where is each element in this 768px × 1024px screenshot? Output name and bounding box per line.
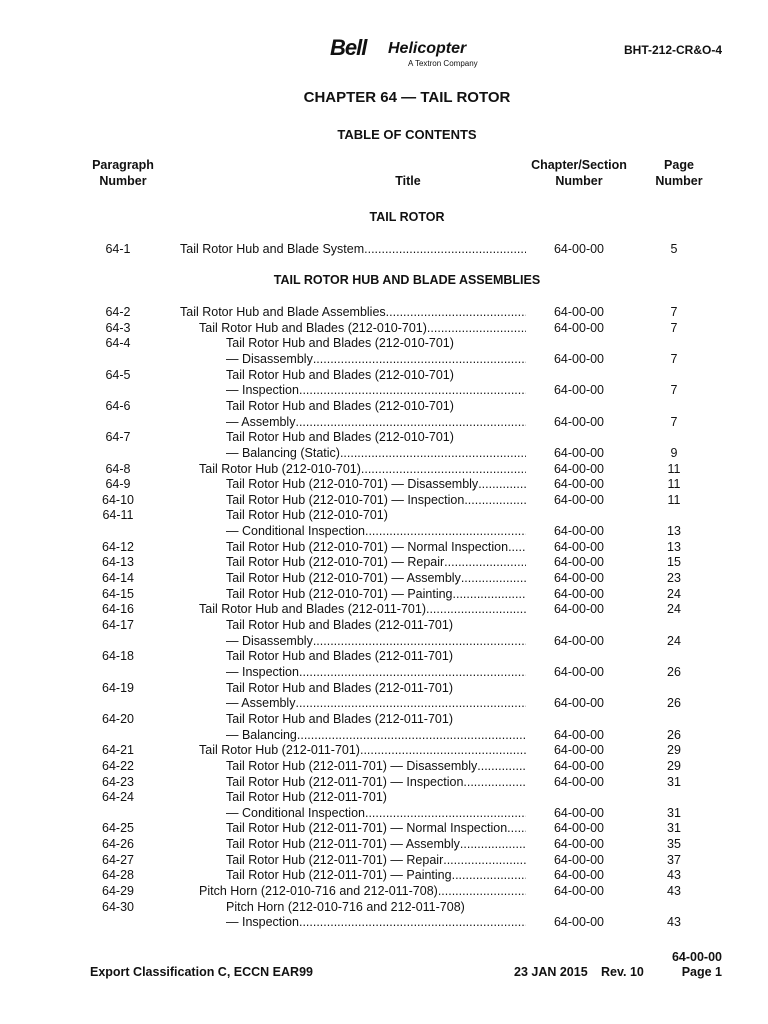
- toc-entry-title-text: Tail Rotor Hub (212-011-701) — Disassembly: [226, 758, 478, 773]
- toc-entry-title-text: Tail Rotor Hub and Blades (212-011-701): [226, 649, 453, 664]
- toc-entry-title-text: Tail Rotor Hub and Blades (212-010-701): [226, 430, 454, 445]
- toc-entry-title[interactable]: [226, 414, 526, 430]
- toc-entry-title[interactable]: [226, 351, 526, 367]
- toc-paragraph-number: 64-25: [102, 821, 134, 836]
- toc-leader-dots: [438, 883, 526, 899]
- toc-row: [0, 836, 768, 852]
- toc-paragraph-number: 64-28: [102, 868, 134, 883]
- toc-entry-title-text: — Inspection: [226, 664, 299, 679]
- toc-paragraph-number: 64-16: [102, 602, 134, 617]
- toc-page-number: 43: [667, 884, 681, 899]
- toc-entry-title[interactable]: [226, 867, 526, 883]
- toc-entry-title-text: Tail Rotor Hub and Blades (212-011-701): [226, 711, 453, 726]
- toc-entry-title-text: Tail Rotor Hub and Blades (212-010-701): [199, 320, 427, 335]
- toc-chapter-section: 64-00-00: [553, 305, 605, 319]
- toc-paragraph-number: 64-7: [105, 430, 131, 445]
- toc-entry-title-text: Tail Rotor Hub (212-010-701) — Inspection: [226, 492, 465, 507]
- toc-entry-title[interactable]: [226, 398, 526, 414]
- toc-row: [0, 617, 768, 633]
- toc-leader-dots: [386, 304, 526, 320]
- toc-entry-title-text: Tail Rotor Hub (212-010-701): [226, 508, 388, 523]
- toc-page-number: 31: [667, 774, 681, 789]
- toc-entry-title-text: Tail Rotor Hub (212-010-701) — Painting: [226, 586, 453, 601]
- col-header-chapter-section: [524, 157, 634, 189]
- toc-leader-dots: [299, 382, 526, 398]
- toc-entry-title-text: — Conditional Inspection: [226, 805, 365, 820]
- toc-row: [0, 648, 768, 664]
- toc-paragraph-number: 64-22: [102, 758, 134, 773]
- toc-leader-dots: [313, 351, 526, 367]
- toc-row: [0, 382, 768, 398]
- toc-paragraph-number: 64-5: [105, 367, 131, 382]
- toc-row: [0, 492, 768, 508]
- toc-row: [0, 758, 768, 774]
- toc-row: [0, 367, 768, 383]
- toc-entry-title[interactable]: [226, 507, 526, 523]
- bell-logo-helicopter: Helicopter: [388, 40, 467, 57]
- toc-row: [0, 507, 768, 523]
- toc-paragraph-number: 64-8: [105, 461, 131, 476]
- toc-page-number: 31: [667, 821, 681, 836]
- toc-entry-title-text: Tail Rotor Hub (212-011-701) — Inspection: [226, 774, 464, 789]
- toc-entry-title[interactable]: [199, 883, 526, 899]
- bell-logo-wordmark: Bell: [330, 35, 367, 60]
- toc-paragraph-number: 64-14: [102, 571, 134, 586]
- toc-chapter-section: 64-00-00: [553, 445, 605, 460]
- toc-leader-dots: [361, 461, 526, 477]
- toc-row: [0, 445, 768, 461]
- toc-leader-dots: [477, 758, 526, 774]
- toc-page-number: 35: [667, 837, 681, 852]
- footer-date: 23 JAN 2015: [514, 965, 588, 979]
- toc-paragraph-number: 64-11: [102, 508, 134, 523]
- toc-page-number: 15: [667, 555, 681, 570]
- toc-row: [0, 914, 768, 930]
- toc-page-number: 11: [667, 461, 681, 476]
- col-header-paragraph: [90, 157, 156, 189]
- toc-chapter-section: 64-00-00: [553, 539, 605, 554]
- toc-leader-dots: [295, 414, 526, 430]
- toc-entry-title-text: Tail Rotor Hub (212-011-701) — Normal Inspection: [226, 821, 508, 836]
- toc-page-number: 26: [667, 727, 681, 742]
- bell-logo-tagline: A Textron Company: [408, 59, 478, 68]
- toc-leader-dots: [444, 554, 526, 570]
- toc-entry-title-text: — Disassembly: [226, 351, 313, 366]
- footer-revision: Rev. 10: [601, 965, 644, 979]
- toc-entry-title-text: Tail Rotor Hub (212-010-701): [199, 461, 361, 476]
- toc-paragraph-number: 64-13: [102, 555, 134, 570]
- toc-chapter-section: 64-00-00: [553, 868, 605, 883]
- toc-row: [0, 398, 768, 414]
- toc-row: [0, 601, 768, 617]
- toc-paragraph-number: 64-24: [102, 790, 134, 805]
- toc-row: [0, 570, 768, 586]
- toc-page-number: 13: [667, 524, 681, 539]
- toc-entry-title-text: — Inspection: [226, 915, 299, 930]
- toc-entry-title[interactable]: [226, 335, 526, 351]
- toc-row: [0, 476, 768, 492]
- toc-page-number: 24: [667, 633, 681, 648]
- toc-entry-title[interactable]: [226, 789, 526, 805]
- footer-export-classification: Export Classification C, ECCN EAR99: [90, 965, 313, 979]
- toc-paragraph-number: 64-2: [105, 305, 131, 319]
- toc-entry-title-text: — Disassembly: [226, 633, 313, 648]
- toc-entry-title[interactable]: [226, 836, 526, 852]
- toc-entry-title-text: Tail Rotor Hub and Blade Assemblies: [180, 305, 386, 319]
- toc-paragraph-number: 64-12: [102, 539, 134, 554]
- toc-row: [0, 899, 768, 915]
- toc-page-number: 11: [667, 492, 681, 507]
- toc-leader-dots: [313, 633, 526, 649]
- toc-entry-title-text: Pitch Horn (212-010-716 and 212-011-708): [226, 899, 465, 914]
- footer-section-code: 64-00-00: [671, 950, 722, 964]
- toc-paragraph-number: 64-20: [102, 711, 134, 726]
- toc-entry-title-text: Tail Rotor Hub (212-011-701) — Assembly: [226, 837, 460, 852]
- toc-page-number: 43: [667, 868, 681, 883]
- toc-entry-title-text: Tail Rotor Hub (212-010-701) — Repair: [226, 555, 445, 570]
- toc-entry-title[interactable]: [226, 539, 526, 555]
- toc-page-number: 43: [667, 915, 681, 930]
- col-header-title: Title: [395, 174, 421, 188]
- toc-row: [0, 883, 768, 899]
- toc-leader-dots: [340, 445, 526, 461]
- toc-chapter-section: 64-00-00: [553, 524, 605, 539]
- toc-paragraph-number: 64-1: [105, 242, 131, 256]
- toc-entry-title[interactable]: [226, 774, 526, 790]
- toc-leader-dots: [443, 852, 526, 868]
- toc-entry-title[interactable]: [226, 492, 526, 508]
- toc-paragraph-number: 64-26: [102, 837, 134, 852]
- toc-leader-dots: [365, 523, 526, 539]
- toc-chapter-section: 64-00-00: [553, 320, 605, 335]
- toc-leader-dots: [364, 241, 526, 257]
- toc-entry-title-text: Tail Rotor Hub (212-011-701) — Repair: [226, 852, 444, 867]
- toc-chapter-section: 64-00-00: [553, 414, 605, 429]
- toc-paragraph-number: 64-27: [102, 852, 134, 867]
- toc-leader-dots: [452, 867, 526, 883]
- col-header-chapter-section-line1: Chapter/Section: [531, 158, 627, 172]
- toc-entry-title[interactable]: [226, 820, 526, 836]
- toc-row: [0, 852, 768, 868]
- toc-page-number: 7: [670, 320, 678, 335]
- toc-entry-title-text: — Balancing (Static): [226, 445, 340, 460]
- toc-entry-title-text: Tail Rotor Hub (212-010-701) — Assembly: [226, 571, 461, 586]
- document-id: BHT-212-CR&O-4: [623, 43, 722, 57]
- toc-leader-dots: [508, 539, 526, 555]
- toc-row: [0, 429, 768, 445]
- toc-leader-dots: [461, 570, 526, 586]
- toc-row: [0, 633, 768, 649]
- toc-row: [0, 539, 768, 555]
- toc-chapter-section: 64-00-00: [553, 774, 605, 789]
- toc-leader-dots: [464, 492, 526, 508]
- toc-entry-title[interactable]: [226, 586, 526, 602]
- toc-chapter-section: 64-00-00: [553, 383, 605, 398]
- toc-page-number: 7: [670, 414, 678, 429]
- toc-leader-dots: [426, 601, 526, 617]
- toc-entry-title[interactable]: [226, 523, 526, 539]
- toc-entry-title-text: Tail Rotor Hub (212-011-701): [226, 790, 387, 805]
- toc-entry-title[interactable]: [226, 476, 526, 492]
- toc-entry-title-text: Tail Rotor Hub (212-010-701) — Disassembly: [226, 477, 479, 492]
- toc-entry-title-text: — Conditional Inspection: [226, 524, 365, 539]
- toc-page-number: 31: [667, 805, 681, 820]
- toc-paragraph-number: 64-9: [105, 477, 131, 492]
- toc-page-number: 13: [667, 539, 681, 554]
- toc-entry-title[interactable]: [226, 758, 526, 774]
- toc-leader-dots: [365, 805, 526, 821]
- toc-entry-title[interactable]: [199, 320, 526, 336]
- toc-leader-dots: [299, 664, 526, 680]
- toc-leader-dots: [463, 774, 526, 790]
- toc-row: [0, 523, 768, 539]
- toc-title: TABLE OF CONTENTS: [337, 127, 477, 142]
- col-header-page: [646, 157, 712, 189]
- toc-chapter-section: 64-00-00: [553, 477, 605, 492]
- toc-row: [0, 742, 768, 758]
- toc-page-number: 29: [667, 743, 681, 758]
- toc-row: [0, 241, 768, 257]
- toc-paragraph-number: 64-17: [102, 618, 134, 632]
- toc-chapter-section: 64-00-00: [553, 633, 605, 648]
- toc-entry-title[interactable]: [226, 429, 526, 445]
- toc-entry-title[interactable]: [226, 554, 526, 570]
- col-header-paragraph-line1: Paragraph: [92, 158, 154, 172]
- toc-leader-dots: [297, 727, 526, 743]
- toc-page-number: 11: [667, 477, 681, 492]
- toc-paragraph-number: 64-21: [102, 743, 134, 758]
- toc-entry-title[interactable]: [199, 742, 526, 758]
- toc-entry-title-text: Tail Rotor Hub and Blades (212-010-701): [226, 398, 454, 413]
- toc-entry-title-text: Tail Rotor Hub (212-010-701) — Normal Inspection: [226, 539, 509, 554]
- toc-row: [0, 351, 768, 367]
- toc-entry-title-text: — Assembly: [226, 414, 296, 429]
- toc-entry-title[interactable]: [226, 695, 526, 711]
- toc-entry-title-text: — Inspection: [226, 383, 299, 398]
- toc-entry-title[interactable]: [226, 648, 526, 664]
- toc-paragraph-number: 64-10: [102, 492, 134, 507]
- toc-entry-title-text: Tail Rotor Hub and Blades (212-011-701): [226, 680, 453, 695]
- toc-entry-title[interactable]: [226, 899, 526, 915]
- toc-row: [0, 320, 768, 336]
- toc-chapter-section: 64-00-00: [553, 571, 605, 586]
- toc-chapter-section: 64-00-00: [553, 805, 605, 820]
- toc-page-number: 5: [670, 242, 678, 256]
- toc-row: [0, 774, 768, 790]
- toc-page-number: 7: [670, 351, 678, 366]
- chapter-title: CHAPTER 64 — TAIL ROTOR: [303, 89, 511, 106]
- toc-paragraph-number: 64-3: [105, 320, 131, 335]
- toc-entry-title-text: — Assembly: [226, 696, 296, 711]
- toc-chapter-section: 64-00-00: [553, 743, 605, 758]
- toc-page-number: 29: [667, 758, 681, 773]
- toc-entry-title-text: Tail Rotor Hub and Blades (212-010-701): [226, 367, 454, 382]
- toc-row: [0, 711, 768, 727]
- footer-page-number: Page 1: [681, 965, 722, 979]
- col-header-chapter-section-line2: Number: [555, 174, 603, 188]
- toc-entry-title-text: Tail Rotor Hub (212-011-701) — Painting: [226, 868, 452, 883]
- toc-chapter-section: 64-00-00: [553, 602, 605, 617]
- toc-page-number: 24: [667, 586, 681, 601]
- toc-chapter-section: 64-00-00: [553, 351, 605, 366]
- toc-entry-title-text: Tail Rotor Hub and Blades (212-011-701): [199, 602, 426, 617]
- toc-leader-dots: [478, 476, 526, 492]
- toc-row: [0, 867, 768, 883]
- toc-chapter-section: 64-00-00: [553, 852, 605, 867]
- toc-chapter-section: 64-00-00: [553, 696, 605, 711]
- col-header-paragraph-line2: Number: [99, 174, 147, 188]
- toc-leader-dots: [427, 320, 526, 336]
- toc-row: [0, 335, 768, 351]
- toc-row: [0, 805, 768, 821]
- toc-entry-title[interactable]: [226, 805, 526, 821]
- toc-leader-dots: [295, 695, 526, 711]
- toc-chapter-section: 64-00-00: [553, 758, 605, 773]
- toc-paragraph-number: 64-29: [102, 884, 134, 899]
- toc-entry-title[interactable]: [226, 367, 526, 383]
- toc-chapter-section: 64-00-00: [553, 837, 605, 852]
- toc-entry-title-text: Tail Rotor Hub and Blades (212-010-701): [226, 336, 454, 351]
- toc-entry-title[interactable]: [226, 727, 526, 743]
- toc-entry-title[interactable]: [180, 241, 526, 257]
- toc-leader-dots: [507, 820, 526, 836]
- toc-row: [0, 789, 768, 805]
- toc-paragraph-number: 64-6: [105, 398, 131, 413]
- toc-entry-title[interactable]: [226, 633, 526, 649]
- toc-entry-title-text: Tail Rotor Hub (212-011-701): [199, 743, 360, 758]
- section-heading: TAIL ROTOR: [369, 210, 445, 224]
- toc-chapter-section: 64-00-00: [553, 915, 605, 930]
- toc-entry-title-text: — Balancing: [226, 727, 297, 742]
- toc-entry-title[interactable]: [226, 617, 526, 633]
- toc-row: [0, 820, 768, 836]
- toc-row: [0, 304, 768, 320]
- col-header-page-line1: Page: [664, 158, 694, 172]
- toc-chapter-section: 64-00-00: [553, 664, 605, 679]
- toc-page-number: 7: [670, 305, 678, 319]
- toc-chapter-section: 64-00-00: [553, 727, 605, 742]
- toc-row: [0, 664, 768, 680]
- toc-entry-title[interactable]: [226, 680, 526, 696]
- toc-row: [0, 414, 768, 430]
- toc-page-number: 9: [670, 445, 678, 460]
- toc-chapter-section: 64-00-00: [553, 586, 605, 601]
- toc-page-number: 26: [667, 696, 681, 711]
- toc-entry-title-text: Pitch Horn (212-010-716 and 212-011-708): [199, 884, 438, 899]
- toc-page-number: 24: [667, 602, 681, 617]
- toc-page-number: 7: [670, 383, 678, 398]
- toc-chapter-section: 64-00-00: [553, 461, 605, 476]
- toc-entry-title[interactable]: [199, 601, 526, 617]
- toc-paragraph-number: 64-30: [102, 899, 134, 914]
- toc-entry-title-text: Tail Rotor Hub and Blade System: [180, 242, 365, 256]
- toc-entry-title[interactable]: [226, 664, 526, 680]
- toc-page-number: 23: [667, 571, 681, 586]
- toc-entry-title[interactable]: [199, 461, 526, 477]
- toc-leader-dots: [360, 742, 526, 758]
- toc-chapter-section: 64-00-00: [553, 555, 605, 570]
- toc-entry-title[interactable]: [226, 445, 526, 461]
- toc-leader-dots: [460, 836, 526, 852]
- toc-row: [0, 680, 768, 696]
- toc-entry-title[interactable]: [180, 304, 526, 320]
- toc-row: [0, 695, 768, 711]
- toc-leader-dots: [453, 586, 526, 602]
- toc-paragraph-number: 64-15: [102, 586, 134, 601]
- toc-page-number: 37: [667, 852, 681, 867]
- toc-paragraph-number: 64-4: [105, 336, 131, 351]
- toc-chapter-section: 64-00-00: [553, 884, 605, 899]
- toc-page-number: 26: [667, 664, 681, 679]
- toc-chapter-section: 64-00-00: [553, 492, 605, 507]
- toc-chapter-section: 64-00-00: [553, 242, 605, 256]
- toc-entry-title[interactable]: [226, 711, 526, 727]
- toc-leader-dots: [299, 914, 526, 930]
- toc-paragraph-number: 64-19: [102, 680, 134, 695]
- toc-row: [0, 586, 768, 602]
- toc-row: [0, 727, 768, 743]
- toc-entry-title-text: Tail Rotor Hub and Blades (212-011-701): [226, 618, 453, 632]
- toc-chapter-section: 64-00-00: [553, 821, 605, 836]
- toc-entry-title[interactable]: [226, 852, 526, 868]
- toc-row: [0, 461, 768, 477]
- toc-row: [0, 554, 768, 570]
- toc-paragraph-number: 64-18: [102, 649, 134, 664]
- toc-entry-title[interactable]: [226, 382, 526, 398]
- toc-paragraph-number: 64-23: [102, 774, 134, 789]
- section-heading: TAIL ROTOR HUB AND BLADE ASSEMBLIES: [273, 273, 541, 287]
- toc-entry-title[interactable]: [226, 570, 526, 586]
- col-header-page-line2: Number: [655, 174, 703, 188]
- toc-entry-title[interactable]: [226, 914, 526, 930]
